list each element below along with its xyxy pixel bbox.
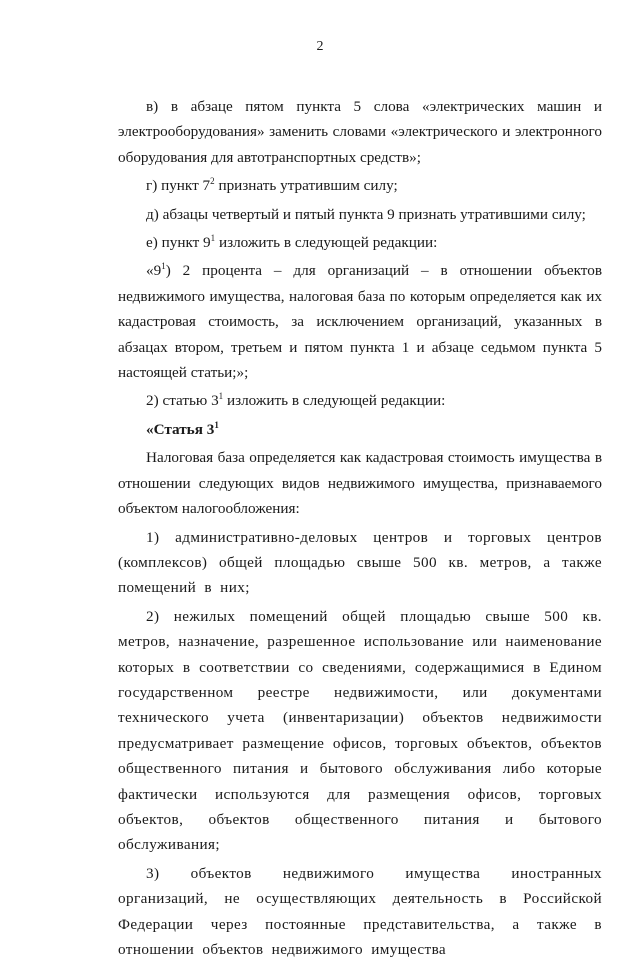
- article-heading: [118, 417, 602, 442]
- paragraph-text: «9: [146, 262, 162, 280]
- paragraph-point-2: 2) нежилых помещений общей площадью свыше 500 кв. метров, назначение, разрешенное использование или наименование которых в соответствии со сведениями, содержащимися в Едином государственном реестре недвижимости, или документами технического учета (инвентаризации) объектов недвижимости предусматривает размещение офисов, торговых объектов, объектов общественного питания и бытового обслуживания либо которые фактически используются для размещения офисов, торговых объектов, объектов общественного питания и бытового обслуживания;: [118, 607, 603, 854]
- superscript: 1: [161, 261, 166, 272]
- paragraph-item-g: [118, 173, 602, 198]
- paragraph-text: признать утратившим силу;: [214, 177, 398, 195]
- paragraph-item-e: [118, 230, 602, 255]
- superscript: 1: [214, 419, 219, 430]
- paragraph-text: 2) статью 3: [146, 392, 219, 410]
- paragraph-text: е) пункт 9: [146, 234, 211, 252]
- paragraph-intro: Налоговая база определяется как кадастровая стоимость имущества в отношении следующих видов недвижимого имущества, признаваемого объектом налогообложения:: [118, 449, 602, 518]
- paragraph-text: изложить в следующей редакции:: [223, 392, 446, 410]
- paragraph-item-9-1: [118, 258, 602, 385]
- superscript: 2: [210, 176, 215, 187]
- document-body: [118, 94, 602, 962]
- paragraph-item-v: в) в абзаце пятом пункта 5 слова «электрических машин и электрооборудования» заменить словами «электрического и электронного оборудования для автотранспортных средств»;: [118, 98, 602, 166]
- superscript: 1: [218, 391, 224, 402]
- paragraph-point-1: 1) административно-деловых центров и торговых центров (комплексов) общей площадью свыше 500 кв. метров, а также помещений в них;: [118, 528, 602, 597]
- paragraph-text: ) 2 процента – для организаций – в отношении объектов недвижимого имущества, налоговая база по которым определяется как их кадастровая стоимость, за исключением организаций, указанных в абзацах втором, третьем и пятом пункта 1 и абзаце седьмом пункта 5 настоящей статьи;»;: [118, 262, 602, 382]
- superscript: 1: [210, 233, 216, 244]
- heading-text: «Статья 3: [146, 420, 215, 438]
- paragraph-item-d: д) абзацы четвертый и пятый пункта 9 признать утратившими силу;: [146, 205, 586, 223]
- paragraph-text: г) пункт 7: [146, 177, 211, 195]
- paragraph-item-2: [118, 388, 602, 413]
- page-number: 2: [316, 39, 324, 54]
- paragraph-point-3: 3) объектов недвижимого имущества иностранных организаций, не осуществляющих деятельность в Российской Федерации через постоянные представительства, а также в отношении объектов недвижимого имущества: [118, 864, 602, 958]
- paragraph-text: изложить в следующей редакции:: [215, 234, 438, 252]
